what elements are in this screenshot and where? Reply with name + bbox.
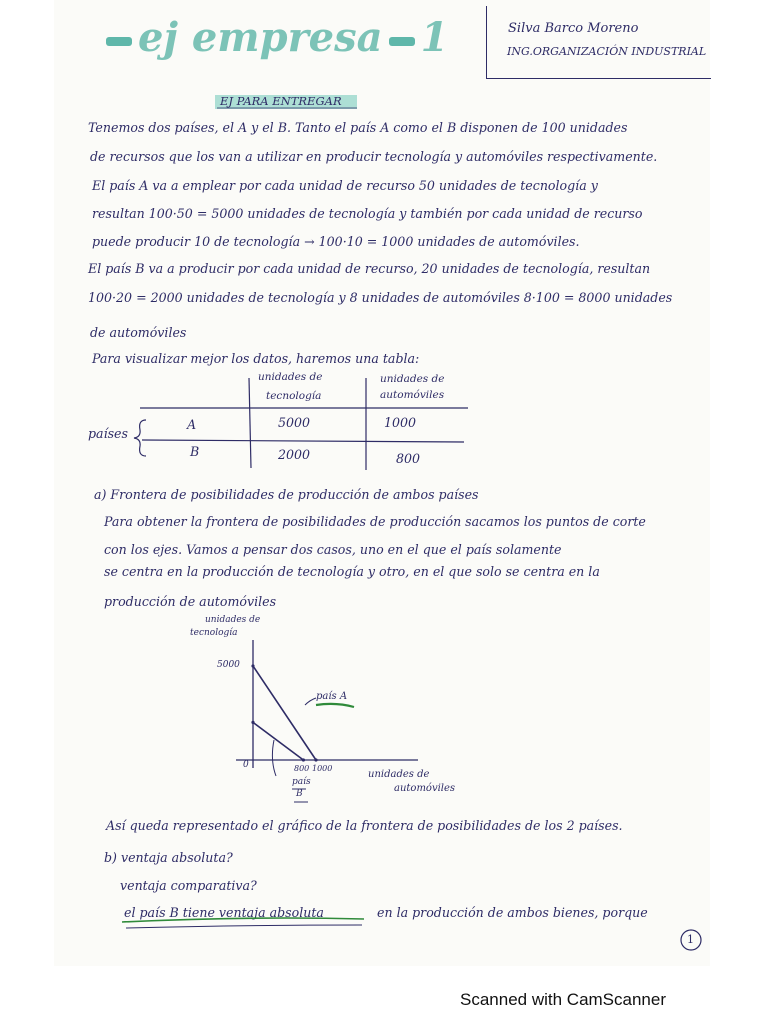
text-line: Tenemos dos países, el A y el B. Tanto el país A como el B disponen de 100 unidades: [88, 120, 628, 135]
table-col-divider-1: [249, 378, 251, 468]
answer-rest: en la producción de ambos bienes, porque: [377, 905, 648, 920]
text-line: Para obtener la frontera de posibilidades de producción sacamos los puntos de corte: [104, 514, 646, 529]
country-a-leader: [305, 698, 316, 705]
text-line: producción de automóviles: [104, 594, 277, 609]
text-line: de automóviles: [90, 325, 187, 340]
ppf-line-country-b: [253, 722, 303, 760]
answer-underline-blue: [126, 925, 362, 928]
author-name: Silva Barco Moreno: [508, 21, 639, 36]
text-line: Para visualizar mejor los datos, haremos una tabla:: [92, 351, 420, 366]
text-line: con los ejes. Vamos a pensar dos casos, uno en el que el país solamente: [104, 542, 562, 557]
page-number-circle: [681, 930, 701, 950]
table-col1-header-line1: unidades de: [258, 371, 323, 383]
ppf-point: [251, 721, 254, 724]
closing-line: Así queda representado el gráfico de la frontera de posibilidades de los 2 países.: [106, 818, 623, 833]
table-mid-rule: [142, 440, 464, 442]
table-row-label: B: [190, 444, 200, 459]
ppf-point: [251, 664, 254, 667]
graph-x-label-line2: automóviles: [394, 783, 456, 794]
text-line: puede producir 10 de tecnología → 100·10 = 1000 unidades de automóviles.: [92, 234, 580, 249]
graph-label-country-b-line1: país: [292, 777, 311, 787]
page-number: 1: [687, 933, 694, 946]
title-number: 1: [420, 14, 449, 61]
answer-underline-green: [122, 918, 364, 922]
section-title: EJ PARA ENTREGAR: [220, 94, 342, 108]
part-b-heading: b) ventaja absoluta?: [104, 850, 233, 865]
part-a-heading: a) Frontera de posibilidades de producción de ambos países: [94, 487, 479, 502]
course-name: ING.ORGANIZACIÓN INDUSTRIAL: [507, 45, 707, 58]
graph-y-tick: 5000: [217, 660, 240, 670]
text-line: de recursos que los van a utilizar en producir tecnología y automóviles respectivamente.: [90, 149, 658, 164]
text-line: se centra en la producción de tecnología y otro, en el que solo se centra en la: [104, 564, 600, 579]
graph-series: [251, 664, 317, 761]
graph-x-tick: 1000: [312, 764, 333, 773]
ppf-point: [302, 758, 305, 761]
answer-underlined: el país B tiene ventaja absoluta: [124, 905, 324, 920]
graph-label-country-b-line2: B: [296, 789, 303, 799]
table-cell: 5000: [278, 415, 311, 430]
graph-y-label-line1: unidades de: [205, 615, 261, 625]
table-col2-header-line1: unidades de: [380, 373, 445, 385]
country-a-underline: [316, 704, 354, 707]
country-b-leader: [272, 740, 276, 776]
graph-x-tick: 800: [294, 764, 310, 773]
table-row-brace: [134, 420, 146, 456]
text-line: El país B va a producir por cada unidad de recurso, 20 unidades de tecnología, resultan: [88, 261, 651, 276]
text-line: 100·20 = 2000 unidades de tecnología y 8 unidades de automóviles 8·100 = 8000 unidades: [88, 290, 673, 305]
table-cell: 800: [396, 451, 421, 466]
graph-y-label-line2: tecnología: [190, 628, 238, 638]
table-col1-header-line2: tecnología: [266, 390, 322, 402]
table-cell: 1000: [384, 415, 417, 430]
table-row-group-label: países: [88, 426, 128, 441]
table-col2-header-line2: automóviles: [380, 389, 445, 401]
table-row-label: A: [187, 417, 197, 432]
table-cell: 2000: [278, 447, 311, 462]
text-line: resultan 100·50 = 5000 unidades de tecnología y también por cada unidad de recurso: [92, 206, 643, 221]
graph-origin: 0: [243, 760, 249, 770]
graph-label-country-a: país A: [316, 691, 348, 702]
text-line: El país A va a emplear por cada unidad de recurso 50 unidades de tecnología y: [92, 178, 598, 193]
graph-x-label-line1: unidades de: [368, 769, 430, 780]
camscanner-watermark: Scanned with CamScanner: [460, 990, 667, 1009]
ppf-point: [314, 758, 317, 761]
part-b-subheading: ventaja comparativa?: [120, 878, 257, 893]
title-text: ej empresa: [138, 14, 383, 61]
